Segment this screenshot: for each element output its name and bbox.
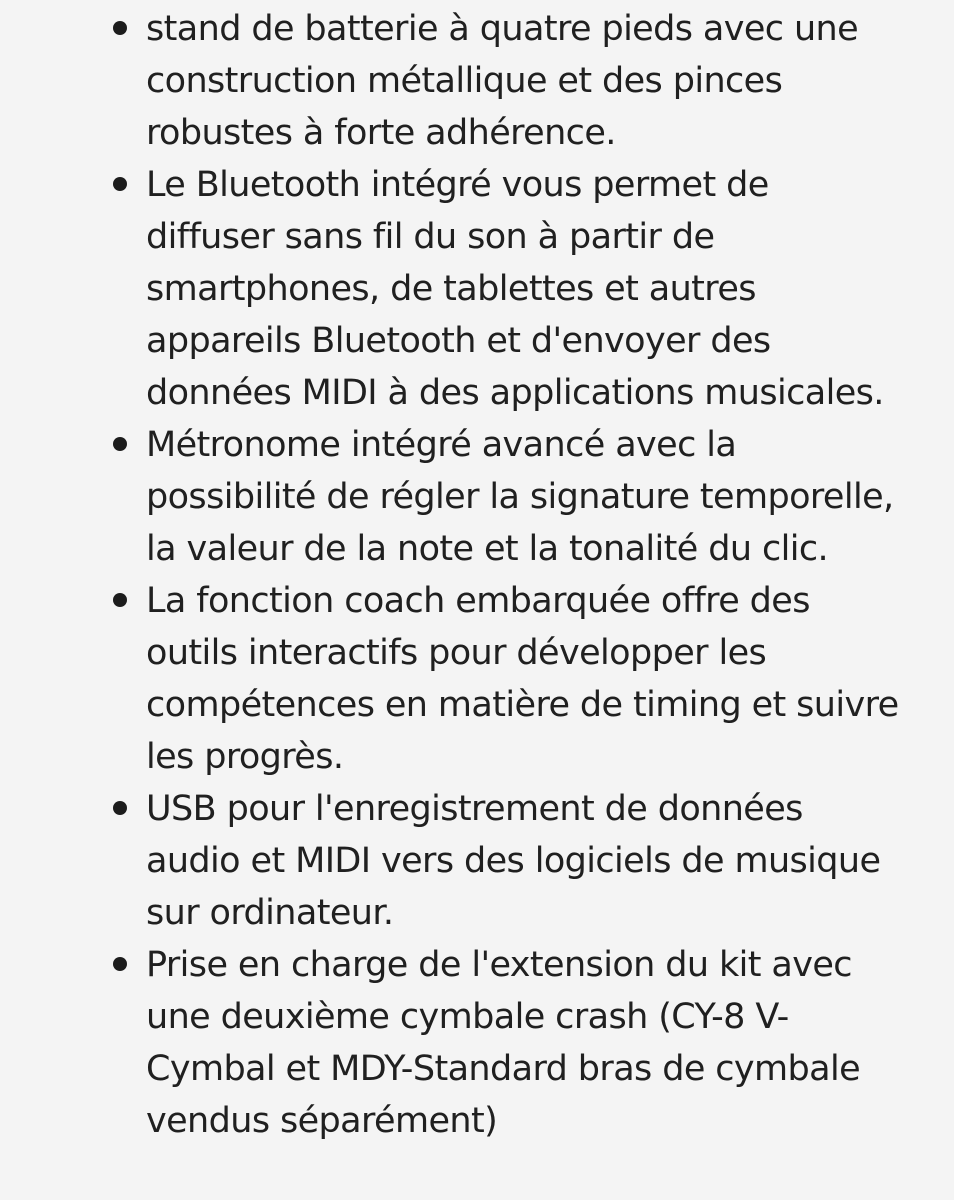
- feature-list: [146, 3, 936, 1147]
- feature-item-kit-expansion: [146, 939, 936, 1147]
- feature-text-line: La fonction coach embarquée offre des: [146, 581, 810, 621]
- feature-text-line: sur ordinateur.: [146, 893, 394, 933]
- feature-text-line: audio et MIDI vers des logiciels de musique: [146, 841, 881, 881]
- bullet-icon: [113, 957, 127, 971]
- feature-text-line: construction métallique et des pinces: [146, 61, 783, 101]
- bullet-icon: [113, 177, 127, 191]
- feature-text-line: Métronome intégré avancé avec la: [146, 425, 737, 465]
- feature-item-usb: [146, 783, 936, 939]
- feature-text-line: outils interactifs pour développer les: [146, 633, 767, 673]
- feature-item-coach-function: [146, 575, 936, 783]
- feature-text-line: possibilité de régler la signature temporelle,: [146, 477, 894, 517]
- feature-text-line: appareils Bluetooth et d'envoyer des: [146, 321, 771, 361]
- feature-text-line: compétences en matière de timing et suivre: [146, 685, 899, 725]
- feature-text-line: la valeur de la note et la tonalité du clic.: [146, 529, 829, 569]
- feature-text-line: les progrès.: [146, 737, 344, 777]
- feature-text-line: Cymbal et MDY-Standard bras de cymbale: [146, 1049, 861, 1089]
- feature-text-line: stand de batterie à quatre pieds avec une: [146, 9, 859, 49]
- bullet-icon: [113, 801, 127, 815]
- feature-text-line: vendus séparément): [146, 1101, 498, 1141]
- feature-item-bluetooth: [146, 159, 936, 419]
- feature-item-metronome: [146, 419, 936, 575]
- feature-text-line: Le Bluetooth intégré vous permet de: [146, 165, 769, 205]
- feature-text-line: USB pour l'enregistrement de données: [146, 789, 803, 829]
- feature-text-line: Prise en charge de l'extension du kit avec: [146, 945, 852, 985]
- feature-text-line: smartphones, de tablettes et autres: [146, 269, 756, 309]
- feature-text-line: une deuxième cymbale crash (CY-8 V-: [146, 997, 789, 1037]
- bullet-icon: [113, 593, 127, 607]
- feature-text-line: données MIDI à des applications musicales.: [146, 373, 884, 413]
- feature-text-line: diffuser sans fil du son à partir de: [146, 217, 715, 257]
- bullet-icon: [113, 437, 127, 451]
- bullet-icon: [113, 21, 127, 35]
- feature-item-drum-stand: [146, 3, 936, 159]
- feature-text-line: robustes à forte adhérence.: [146, 113, 616, 153]
